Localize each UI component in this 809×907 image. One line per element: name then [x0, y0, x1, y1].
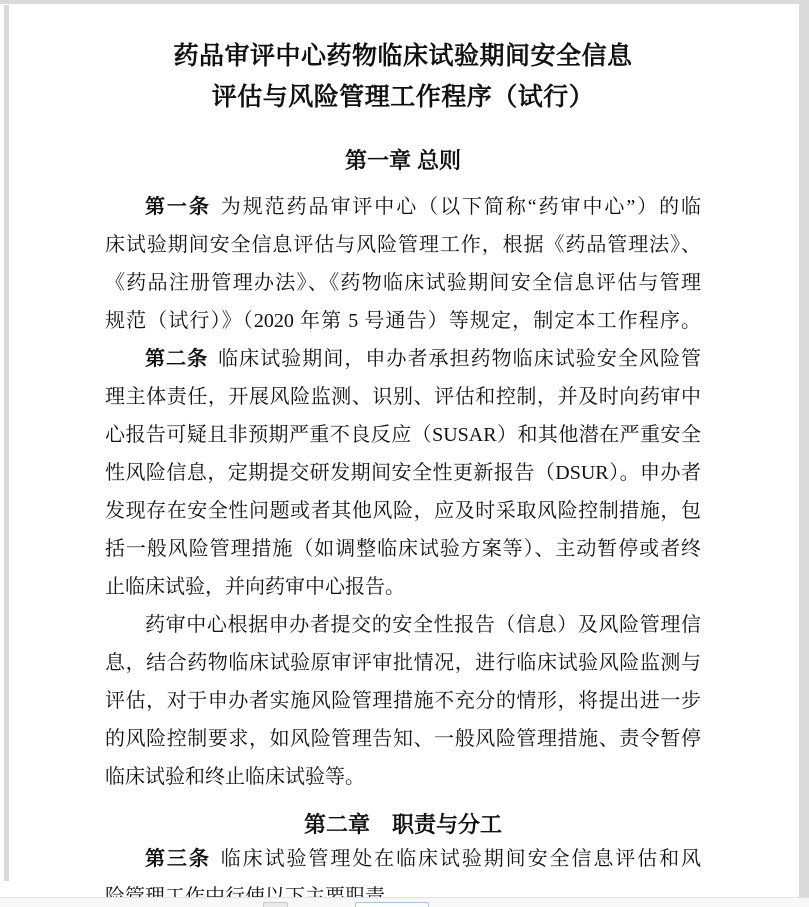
document-title-line2: 评估与风险管理工作程序（试行）	[211, 84, 595, 111]
article-2-label: 第二条	[145, 348, 209, 370]
document-body	[105, 188, 701, 796]
text-line: 发现存在安全性问题或者其他风险，应及时采取风险控制措施，包	[105, 500, 701, 522]
article-1-label: 第一条	[145, 196, 211, 218]
text-line: 括一般风险管理措施（如调整临床试验方案等）、主动暂停或者终	[105, 538, 701, 560]
text-line: 心报告可疑且非预期严重不良反应（SUSAR）和其他潜在严重安全	[105, 424, 701, 446]
text-line: 性风险信息，定期提交研发期间安全性更新报告（DSUR）。申办者	[105, 462, 701, 484]
text-line: 息，结合药物临床试验原审评审批情况，进行临床试验风险监测与	[105, 652, 701, 674]
paragraph-article-1	[105, 188, 701, 340]
text-line	[105, 340, 701, 378]
paragraph-article-2	[105, 340, 701, 606]
text-line: 理主体责任，开展风险监测、识别、评估和控制，并及时向药审中	[105, 386, 701, 408]
text-line: 规范（试行）》（2020 年第 5 号通告）等规定，制定本工作程序。	[105, 310, 701, 332]
text-line: 临床试验和终止临床试验等。	[105, 766, 365, 788]
text-line	[105, 840, 701, 878]
text-line-content: 临床试验管理处在临床试验期间安全信息评估和风	[220, 848, 701, 870]
scan-edge-left	[4, 5, 9, 881]
text-line: 评估，对于申办者实施风险管理措施不充分的情形，将提出进一步	[105, 690, 701, 712]
text-line	[105, 188, 701, 226]
cutoff-button[interactable]	[263, 902, 288, 907]
chapter-1-heading: 第一章 总则	[344, 148, 462, 173]
text-line: 止临床试验，并向药审中心报告。	[105, 576, 405, 598]
document-content	[105, 0, 701, 907]
article-3-label: 第三条	[145, 848, 211, 870]
text-line-content: 为规范药品审评中心（以下简称“药审中心”）的临	[220, 196, 701, 218]
text-line: 床试验期间安全信息评估与风险管理工作，根据《药品管理法》、	[105, 234, 701, 256]
cutoff-input[interactable]	[355, 902, 429, 907]
text-line-content: 临床试验期间，申办者承担药物临床试验安全风险管	[218, 348, 702, 370]
document-title	[105, 36, 701, 118]
text-line: 的风险控制要求，如风险管理告知、一般风险管理措施、责令暂停	[105, 728, 701, 750]
document-title-line1: 药品审评中心药物临床试验期间安全信息	[173, 43, 633, 70]
chapter-2-heading: 第二章 职责与分工	[303, 812, 502, 837]
text-line: 《药品注册管理办法》、《药物临床试验期间安全信息评估与管理	[105, 272, 701, 294]
scan-edge-right	[799, 4, 809, 897]
paragraph-cde-risk	[105, 606, 701, 796]
text-line: 药审中心根据申办者提交的安全性报告（信息）及风险管理信	[145, 614, 701, 636]
